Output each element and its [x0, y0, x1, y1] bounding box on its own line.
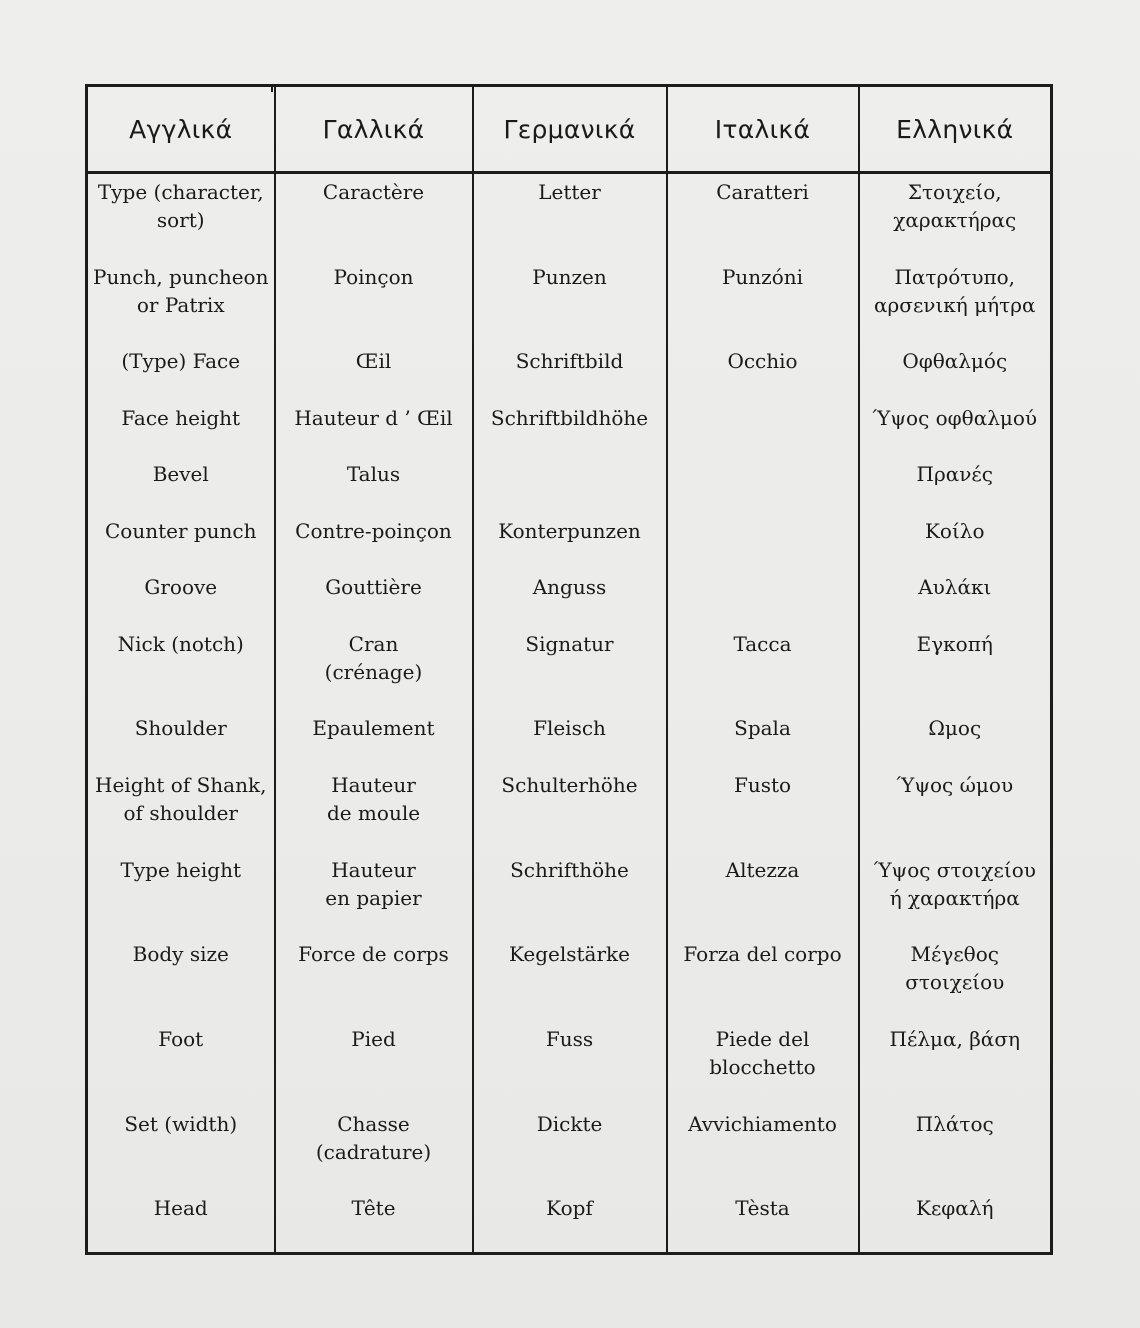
cell-greek: Ωμος [859, 710, 1052, 766]
cell-greek: Πέλμα, βάση [859, 1021, 1052, 1106]
cell-french: Tête [275, 1190, 473, 1253]
table-row [87, 1021, 1052, 1106]
cell-greek: Κεφαλή [859, 1190, 1052, 1253]
cell-english: Face height [87, 400, 275, 456]
table-row [87, 513, 1052, 569]
cell-german: Konterpunzen [473, 513, 667, 569]
cell-french: Caractère [275, 173, 473, 259]
column-header-french: Γαλλικά [275, 86, 473, 173]
cell-english: Type height [87, 852, 275, 937]
cell-english: Height of Shank, of shoulder [87, 767, 275, 852]
cell-italian: Caratteri [667, 173, 859, 259]
cell-italian: Altezza [667, 852, 859, 937]
header-row [87, 86, 1052, 173]
cell-italian: Avvichiamento [667, 1106, 859, 1191]
cell-french: Contre-poinçon [275, 513, 473, 569]
cell-italian: Punzóni [667, 259, 859, 344]
cell-german: Schriftbildhöhe [473, 400, 667, 456]
table-row [87, 456, 1052, 512]
cell-french: Cran (crénage) [275, 626, 473, 711]
cell-german: Letter [473, 173, 667, 259]
cell-english: Nick (notch) [87, 626, 275, 711]
cell-english: Bevel [87, 456, 275, 512]
cell-italian [667, 513, 859, 569]
table-row [87, 710, 1052, 766]
cell-german: Anguss [473, 569, 667, 625]
cell-english: Body size [87, 936, 275, 1021]
cell-german: Schrifthöhe [473, 852, 667, 937]
column-header-english: Αγγλικά [87, 86, 275, 173]
table-row [87, 852, 1052, 937]
cell-italian [667, 569, 859, 625]
column-header-german: Γερμανικά [473, 86, 667, 173]
cell-greek: Εγκοπή [859, 626, 1052, 711]
table-row [87, 400, 1052, 456]
cell-greek: Πρανές [859, 456, 1052, 512]
cell-french: Epaulement [275, 710, 473, 766]
cell-greek: Πλάτος [859, 1106, 1052, 1191]
table-header [87, 86, 1052, 173]
cell-french: Hauteur en papier [275, 852, 473, 937]
table-row [87, 626, 1052, 711]
cell-french: Gouttière [275, 569, 473, 625]
cell-italian: Fusto [667, 767, 859, 852]
cell-german: Fleisch [473, 710, 667, 766]
cell-german [473, 456, 667, 512]
cell-german: Punzen [473, 259, 667, 344]
cell-italian: Tèsta [667, 1190, 859, 1253]
cell-french: Pied [275, 1021, 473, 1106]
cell-italian: Piede del blocchetto [667, 1021, 859, 1106]
cell-english: Counter punch [87, 513, 275, 569]
cell-german: Kegelstärke [473, 936, 667, 1021]
cell-german: Signatur [473, 626, 667, 711]
cell-greek: Ύψος ώμου [859, 767, 1052, 852]
column-header-italian: Ιταλικά [667, 86, 859, 173]
cell-french: Talus [275, 456, 473, 512]
cell-english: Set (width) [87, 1106, 275, 1191]
cell-english: Foot [87, 1021, 275, 1106]
typography-glossary-table [85, 84, 1053, 1255]
cell-italian: Occhio [667, 343, 859, 399]
cell-italian: Tacca [667, 626, 859, 711]
table-row [87, 936, 1052, 1021]
cell-german: Fuss [473, 1021, 667, 1106]
cell-french: Force de corps [275, 936, 473, 1021]
cell-greek: Κοίλο [859, 513, 1052, 569]
cell-greek: Ύψος οφθαλμού [859, 400, 1052, 456]
cell-french: Poinçon [275, 259, 473, 344]
cell-english: Punch, puncheon or Patrix [87, 259, 275, 344]
cell-italian: Spala [667, 710, 859, 766]
cell-greek: Μέγεθος στοιχείου [859, 936, 1052, 1021]
table-row [87, 173, 1052, 259]
table-row [87, 1190, 1052, 1253]
cell-german: Schulterhöhe [473, 767, 667, 852]
cell-english: Type (character, sort) [87, 173, 275, 259]
cell-italian [667, 400, 859, 456]
table-row [87, 767, 1052, 852]
table-row [87, 343, 1052, 399]
cell-italian: Forza del corpo [667, 936, 859, 1021]
cell-german: Dickte [473, 1106, 667, 1191]
cell-english: Groove [87, 569, 275, 625]
cell-greek: Ύψος στοιχείου ή χαρακτήρα [859, 852, 1052, 937]
cell-greek: Αυλάκι [859, 569, 1052, 625]
cell-greek: Πατρότυπο, αρσενική μήτρα [859, 259, 1052, 344]
cell-french: Hauteur de moule [275, 767, 473, 852]
cell-french: Œil [275, 343, 473, 399]
table-row [87, 1106, 1052, 1191]
table-body [87, 173, 1052, 1254]
cell-greek: Οφθαλμός [859, 343, 1052, 399]
cell-french: Chasse (cadrature) [275, 1106, 473, 1191]
cell-french: Hauteur d ’ Œil [275, 400, 473, 456]
cell-english: Head [87, 1190, 275, 1253]
cell-english: (Type) Face [87, 343, 275, 399]
cell-german: Schriftbild [473, 343, 667, 399]
table-row [87, 569, 1052, 625]
column-header-greek: Ελληνικά [859, 86, 1052, 173]
cell-english: Shoulder [87, 710, 275, 766]
table-row [87, 259, 1052, 344]
cell-italian [667, 456, 859, 512]
cell-greek: Στοιχείο, χαρακτήρας [859, 173, 1052, 259]
cell-german: Kopf [473, 1190, 667, 1253]
